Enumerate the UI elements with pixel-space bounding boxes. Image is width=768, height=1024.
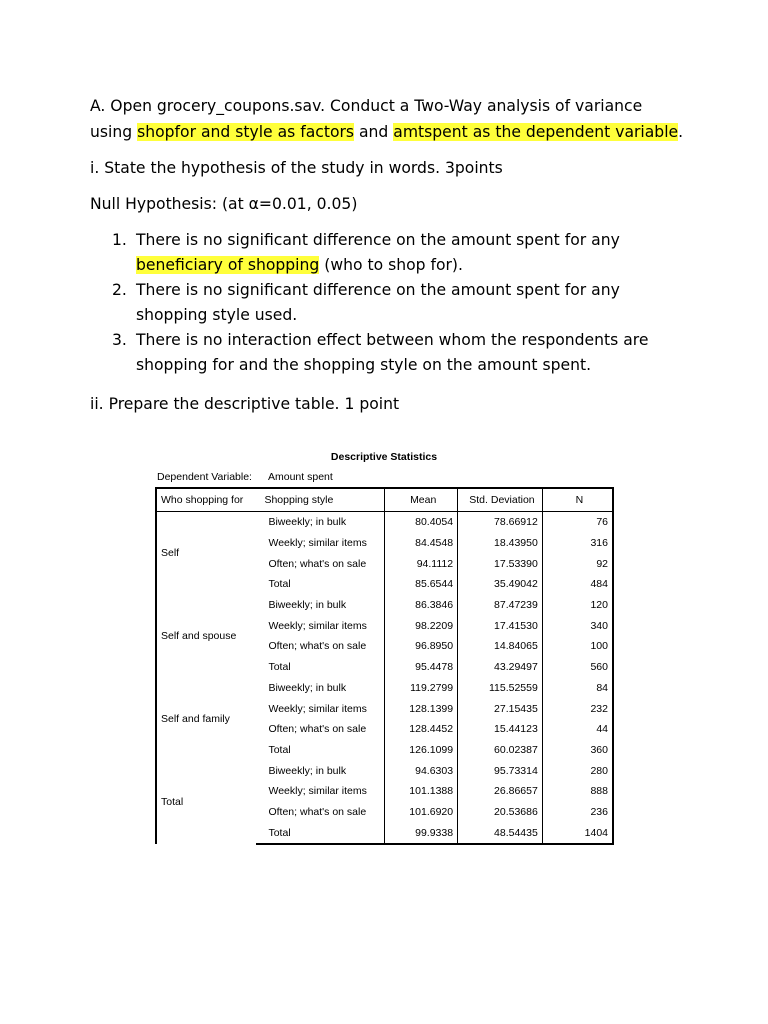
mean-cell: 94.1112 bbox=[385, 553, 458, 574]
std-deviation-cell: 78.66912 bbox=[458, 512, 543, 533]
n-cell: 316 bbox=[542, 533, 613, 554]
table-row bbox=[156, 678, 613, 699]
mean-cell: 94.6303 bbox=[385, 760, 458, 781]
n-cell: 236 bbox=[542, 802, 613, 823]
std-deviation-cell: 26.86657 bbox=[458, 781, 543, 802]
table-row bbox=[156, 512, 613, 533]
intro-line-2-mid: and bbox=[354, 123, 394, 141]
header-mean: Mean bbox=[385, 488, 458, 512]
std-deviation-cell: 20.53686 bbox=[458, 802, 543, 823]
n-cell: 44 bbox=[542, 719, 613, 740]
hypothesis-line-cont bbox=[136, 253, 463, 278]
hypothesis-item-1 bbox=[112, 228, 620, 274]
hypothesis-line: There is no significant difference on the amount spent for any bbox=[136, 231, 620, 249]
hypothesis-line: There is no significant difference on the amount spent for any bbox=[136, 281, 620, 299]
style-cell: Biweekly; in bulk bbox=[268, 516, 347, 529]
table-header-row bbox=[156, 488, 613, 512]
mean-cell: 101.1388 bbox=[385, 781, 458, 802]
group-label: Total bbox=[156, 760, 256, 844]
std-deviation-cell: 17.41530 bbox=[458, 615, 543, 636]
style-cell: Biweekly; in bulk bbox=[268, 681, 347, 694]
list-number: 3. bbox=[112, 331, 127, 349]
n-cell: 232 bbox=[542, 698, 613, 719]
table-row bbox=[156, 760, 613, 781]
style-cell: Often; what's on sale bbox=[268, 640, 367, 653]
mean-cell: 99.9338 bbox=[385, 822, 458, 844]
highlight-factors: shopfor and style as factors bbox=[137, 123, 355, 141]
intro-line-2-post: . bbox=[678, 123, 684, 141]
std-deviation-cell: 35.49042 bbox=[458, 574, 543, 595]
style-cell: Biweekly; in bulk bbox=[268, 764, 347, 777]
mean-cell: 98.2209 bbox=[385, 615, 458, 636]
group-label: Self and spouse bbox=[156, 595, 256, 678]
header-shopping-style: Shopping style bbox=[256, 488, 384, 512]
question-2-heading: ii. Prepare the descriptive table. 1 point bbox=[90, 395, 400, 413]
std-deviation-cell: 87.47239 bbox=[458, 595, 543, 616]
std-deviation-cell: 27.15435 bbox=[458, 698, 543, 719]
style-cell: Total bbox=[268, 578, 291, 591]
mean-cell: 128.1399 bbox=[385, 698, 458, 719]
intro-line-2 bbox=[90, 119, 683, 145]
n-cell: 120 bbox=[542, 595, 613, 616]
null-hypothesis-heading: Null Hypothesis: (at α=0.01, 0.05) bbox=[90, 195, 358, 213]
std-deviation-cell: 17.53390 bbox=[458, 553, 543, 574]
n-cell: 92 bbox=[542, 553, 613, 574]
style-cell: Often; what's on sale bbox=[268, 557, 367, 570]
std-deviation-cell: 60.02387 bbox=[458, 740, 543, 761]
hypothesis-item-2 bbox=[112, 278, 620, 324]
descriptive-statistics-table bbox=[155, 487, 614, 845]
mean-cell: 80.4054 bbox=[385, 512, 458, 533]
style-cell: Total bbox=[268, 661, 291, 674]
intro-line-1: A. Open grocery_coupons.sav. Conduct a Two-Way analysis of variance bbox=[90, 97, 643, 115]
style-cell: Weekly; similar items bbox=[268, 537, 367, 550]
std-deviation-cell: 14.84065 bbox=[458, 636, 543, 657]
style-cell: Often; what's on sale bbox=[268, 805, 367, 818]
group-label: Self and family bbox=[156, 678, 256, 761]
table-title: Descriptive Statistics bbox=[330, 451, 438, 463]
highlight-dependent-variable: amtspent as the dependent variable bbox=[393, 123, 679, 141]
mean-cell: 96.8950 bbox=[385, 636, 458, 657]
std-deviation-cell: 15.44123 bbox=[458, 719, 543, 740]
std-deviation-cell: 95.73314 bbox=[458, 760, 543, 781]
header-std-deviation: Std. Deviation bbox=[458, 488, 543, 512]
mean-cell: 101.6920 bbox=[385, 802, 458, 823]
dependent-variable-value: Amount spent bbox=[268, 471, 333, 483]
dependent-variable-label: Dependent Variable: bbox=[157, 471, 252, 483]
std-deviation-cell: 18.43950 bbox=[458, 533, 543, 554]
list-number: 1. bbox=[112, 231, 127, 249]
n-cell: 280 bbox=[542, 760, 613, 781]
std-deviation-cell: 43.29497 bbox=[458, 657, 543, 678]
mean-cell: 128.4452 bbox=[385, 719, 458, 740]
n-cell: 84 bbox=[542, 678, 613, 699]
list-number: 2. bbox=[112, 281, 127, 299]
style-cell: Total bbox=[256, 822, 384, 844]
hypothesis-line: There is no interaction effect between whom the respondents are bbox=[136, 331, 649, 349]
hypothesis-line-cont: shopping style used. bbox=[136, 306, 298, 324]
n-cell: 100 bbox=[542, 636, 613, 657]
mean-cell: 84.4548 bbox=[385, 533, 458, 554]
mean-cell: 86.3846 bbox=[385, 595, 458, 616]
n-cell: 360 bbox=[542, 740, 613, 761]
question-1-heading: i. State the hypothesis of the study in words. 3points bbox=[90, 159, 503, 177]
n-cell: 76 bbox=[542, 512, 613, 533]
mean-cell: 119.2799 bbox=[385, 678, 458, 699]
intro-line-2-pre: using bbox=[90, 123, 138, 141]
n-cell: 340 bbox=[542, 615, 613, 636]
style-cell: Often; what's on sale bbox=[268, 723, 367, 736]
style-cell: Weekly; similar items bbox=[268, 619, 367, 632]
style-cell: Biweekly; in bulk bbox=[268, 599, 347, 612]
highlight-beneficiary: beneficiary of shopping bbox=[136, 256, 320, 274]
std-deviation-cell: 48.54435 bbox=[458, 822, 543, 844]
hypothesis-item-3 bbox=[112, 328, 649, 374]
mean-cell: 85.6544 bbox=[385, 574, 458, 595]
hypothesis-line-rest: (who to shop for). bbox=[319, 256, 463, 274]
n-cell: 1404 bbox=[542, 822, 613, 844]
style-cell: Weekly; similar items bbox=[268, 702, 367, 715]
hypothesis-line-cont: shopping for and the shopping style on the amount spent. bbox=[136, 356, 592, 374]
std-deviation-cell: 115.52559 bbox=[458, 678, 543, 699]
style-cell: Weekly; similar items bbox=[268, 785, 367, 798]
n-cell: 560 bbox=[542, 657, 613, 678]
table-row bbox=[156, 595, 613, 616]
header-n: N bbox=[542, 488, 613, 512]
mean-cell: 126.1099 bbox=[385, 740, 458, 761]
style-cell: Total bbox=[268, 743, 291, 756]
n-cell: 484 bbox=[542, 574, 613, 595]
group-label: Self bbox=[156, 512, 256, 595]
mean-cell: 95.4478 bbox=[385, 657, 458, 678]
header-who-shopping-for: Who shopping for bbox=[156, 488, 256, 512]
n-cell: 888 bbox=[542, 781, 613, 802]
